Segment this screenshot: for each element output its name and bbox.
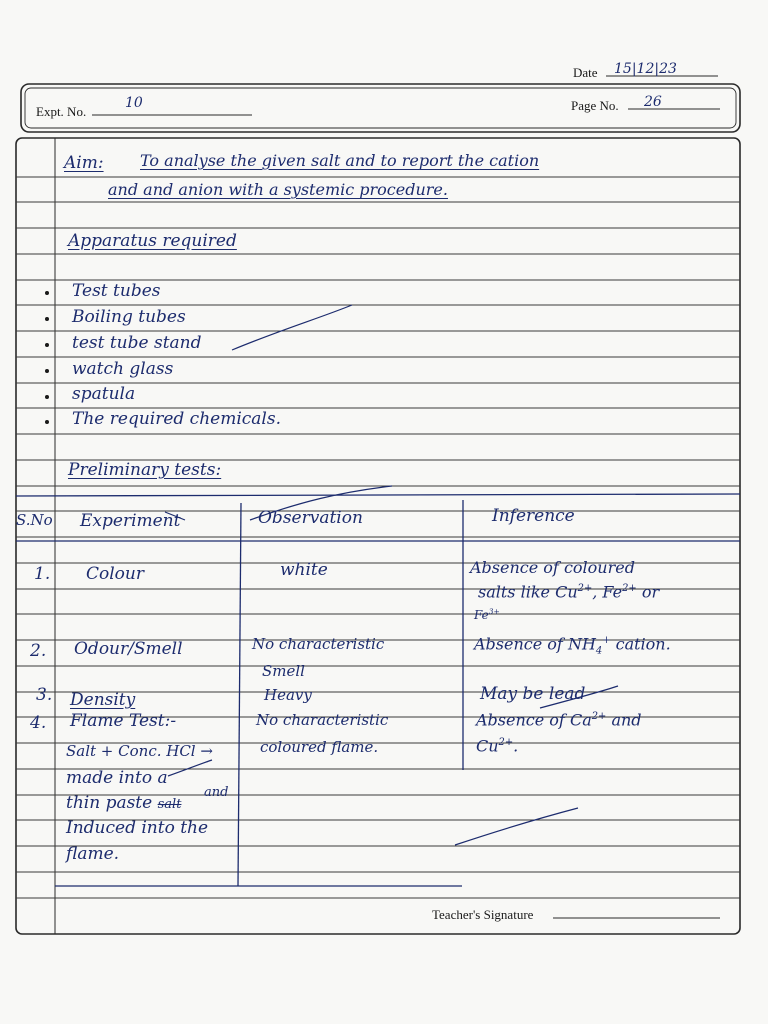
bullet	[45, 420, 49, 424]
row-2-sno: 2.	[30, 641, 47, 661]
row-4-sno: 4.	[30, 713, 47, 733]
date-label: Date	[573, 65, 598, 80]
row-1-inference-2: salts like $Cu^{2+}$, $Fe^{2+}$ or	[478, 582, 660, 602]
row-4-inference-1: Absence of $Ca^{2+}$ and	[476, 710, 642, 730]
col-header-experiment: Experiment	[80, 511, 181, 531]
row-4-experiment-3: made into a	[66, 768, 168, 788]
apparatus-item: Test tubes	[72, 281, 161, 301]
row-2-inference: Absence of $NH_4^+$ cation.	[474, 634, 671, 657]
teacher-signature-label: Teacher's Signature	[432, 907, 534, 922]
row-3-sno: 3.	[36, 685, 53, 705]
row-4-observation-1: No characteristic	[256, 711, 389, 729]
row-4-experiment-5: Induced into the	[66, 818, 209, 838]
apparatus-item: test tube stand	[72, 333, 202, 353]
bullet	[45, 343, 49, 347]
col-header-observation: Observation	[258, 508, 363, 528]
col-header-inference: Inference	[492, 506, 575, 526]
row-2-observation-1: No characteristic	[252, 635, 385, 653]
expt-no-value: 10	[125, 95, 143, 111]
expt-no-label: Expt. No.	[36, 104, 87, 119]
row-2-observation-2: Smell	[262, 662, 305, 680]
row-3-inference: May be lead	[480, 684, 586, 704]
row-4-experiment-1: Flame Test:-	[70, 711, 177, 731]
row-2-experiment: Odour/Smell	[74, 639, 183, 659]
row-4-inference-2: $Cu^{2+}$.	[476, 736, 519, 756]
bullet	[45, 395, 49, 399]
row-1-observation: white	[280, 560, 328, 580]
bullet	[45, 369, 49, 373]
row-1-inference-3: $Fe^{3+}$	[474, 607, 500, 622]
apparatus-item: watch glass	[72, 359, 174, 379]
row-3-experiment: Density	[70, 690, 136, 710]
aim-label: Aim:	[64, 153, 104, 173]
row-3-observation: Heavy	[264, 686, 312, 704]
apparatus-item: The required chemicals.	[72, 409, 281, 429]
row-4-experiment-4: thin paste salt	[66, 793, 182, 813]
bullet	[45, 317, 49, 321]
row-1-experiment: Colour	[86, 564, 144, 584]
aim-line-1: To analyse the given salt and to report the cation	[140, 151, 540, 170]
preliminary-heading: Preliminary tests:	[68, 460, 222, 480]
teacher-signature-field[interactable]	[553, 900, 720, 918]
row-1-sno: 1.	[34, 564, 51, 584]
row-1-inference-1: Absence of coloured	[470, 558, 635, 577]
apparatus-item: Boiling tubes	[72, 307, 186, 327]
date-value: 15|12|23	[614, 61, 677, 77]
bullet	[45, 291, 49, 295]
page-no-label: Page No.	[571, 98, 619, 113]
row-4-experiment-6: flame.	[66, 844, 120, 864]
row-4-observation-2: coloured flame.	[260, 738, 379, 756]
apparatus-heading: Apparatus required	[68, 231, 237, 251]
page-no-value: 26	[644, 94, 662, 110]
row-4-experiment-insert: and	[204, 785, 229, 800]
row-4-experiment-2: Salt + Conc. HCl →	[66, 742, 213, 760]
aim-line-2: and and anion with a systemic procedure.	[108, 180, 448, 199]
apparatus-item: spatula	[72, 384, 136, 404]
col-header-sno: S.No	[16, 511, 53, 529]
